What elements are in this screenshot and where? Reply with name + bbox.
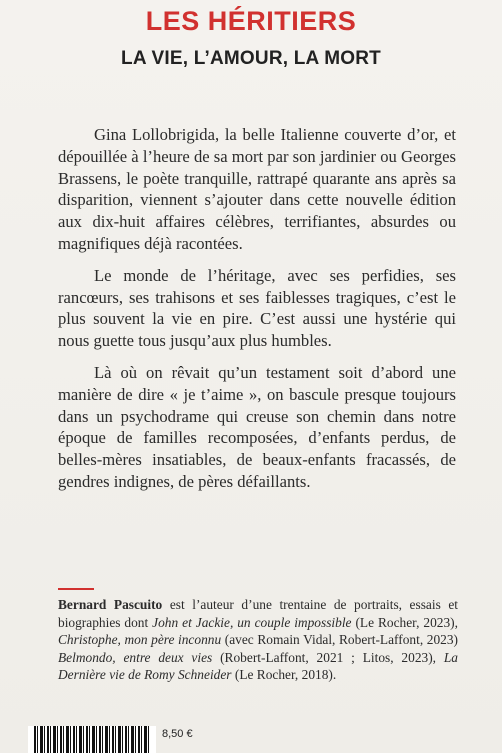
bio-text-2: (Le Rocher, 2023), (351, 614, 458, 630)
bio-text-3: (avec Romain Vidal, Robert-Laffont, 2023) (221, 632, 458, 648)
bio-book-2: Christophe, mon père inconnu (58, 632, 222, 648)
barcode (28, 726, 156, 753)
book-title: LES HÉRITIERS (145, 6, 357, 36)
blurb-paragraph-2: Le monde de l’héritage, avec ses perfidies, ses rancœurs, ses trahisons et ses faiblesses tragiques, c’est le plus souvent la vie en pire. C’est aussi une hystérie qui nous guette tous jusqu’aux plus humbles. (58, 265, 456, 351)
accent-divider (58, 588, 94, 590)
blurb (58, 124, 456, 493)
author-bio (58, 596, 458, 684)
book-subtitle: LA VIE, L’AMOUR, LA MORT (121, 48, 381, 69)
bio-text-1: est l’auteur d’une trentaine de portraits, essais et biographies dont (58, 597, 459, 630)
blurb-paragraph-1: Gina Lollobrigida, la belle Italienne couverte d’or, et dépouillée à l’heure de sa mort par son jardinier ou Georges Brassens, le poète tranquille, rattrapé quarante ans après sa disparition, viennent s’ajouter dans cette nouvelle édition aux dix-huit affaires célèbres, terrifiantes, absurdes ou magnifiques déjà racontées. (58, 125, 456, 253)
author-name: Bernard Pascuito (58, 597, 163, 612)
bio-book-3: Belmondo, entre deux vies (58, 649, 213, 665)
bio-text-4: (Robert-Laffont, 2021 ; Litos, 2023), (212, 649, 444, 665)
bio-text-5: (Le Rocher, 2018). (231, 667, 337, 683)
price-label: 8,50 € (162, 728, 193, 740)
bio-book-4: La Dernière vie de Romy Schneider (58, 649, 458, 683)
blurb-paragraph-3: Là où on rêvait qu’un testament soit d’abord une manière de dire « je t’aime », on bascule presque toujours dans un psychodrame qui creuse son chemin dans notre époque de familles recomposées, d’enfants perdus, de belles-mères insatiables, de beaux-enfants fracassés, de gendres indignes, de pères défaillants. (58, 362, 456, 491)
bio-book-1: John et Jackie, un couple impossible (152, 614, 352, 630)
